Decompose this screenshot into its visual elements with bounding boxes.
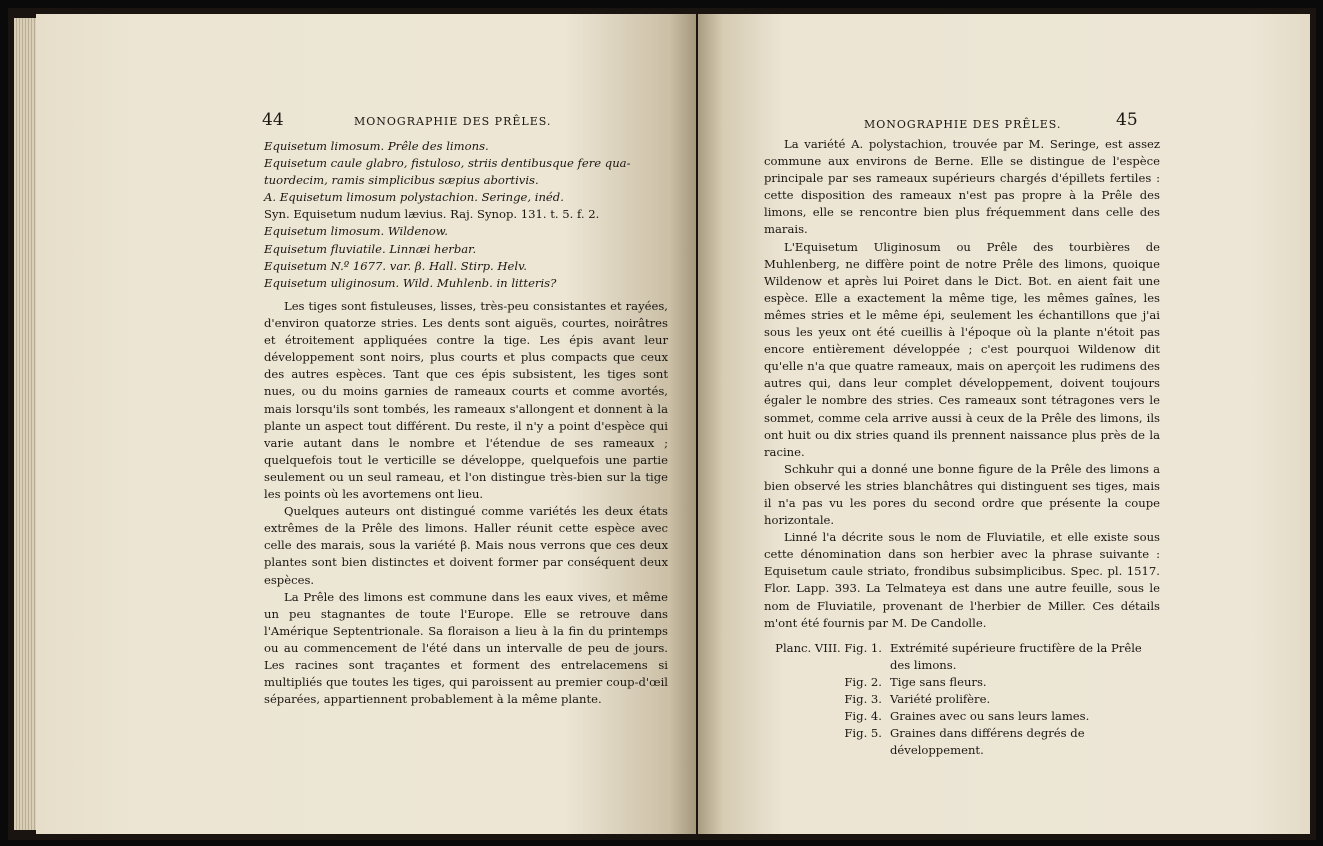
synonym-line: tuordecim, ramis simplicibus sæpius abortivis. [264,173,539,188]
plate-entry [764,708,1160,725]
synonymy-block [264,138,668,292]
plate-figure-caption: Graines dans différens degrés de développement. [890,726,1085,758]
plate-figure-label: Fig. 2. [844,674,882,689]
paragraph: Linné l'a décrite sous le nom de Fluviatile, et elle existe sous cette dénomination dans son herbier avec la phrase suivante : Equisetum caule striato, frondibus subsimplicibus. Spec. pl. 1517. Flor. Lapp. 393. La Telmateya est dans une autre feuille, sous le nom de Fluviatile, provenant de l'herbier de Miller. Ces détails m'ont été fournis par M. De Candolle. [764,530,1160,630]
open-book [8,8,1316,840]
plate-figure-caption: Extrémité supérieure fructifère de la Prêle des limons. [890,640,1142,672]
left-page-number: 44 [262,110,284,130]
plate-figure-caption: Tige sans fleurs. [890,674,987,689]
plate-figure-caption: Graines avec ou sans leurs lames. [890,709,1090,724]
plate-entry [764,725,1160,759]
synonym-line: Equisetum fluviatile. Linnæi herbar. [264,241,477,256]
paragraph: L'Equisetum Uliginosum ou Prêle des tourbières de Muhlenberg, ne diffère point de notre Prêle des limons, quoique Wildenow et après lui Poiret dans le Dict. Bot. en aient fait une espèce. Elle a exactement la même tige, les mêmes gaînes, les mêmes stries et le même épi, seulement les échantillons que j'ai sous les yeux ont été cueillis à l'époque où la plante n'étoit pas encore entièrement développée ; c'est pourquoi Wildenow dit qu'elle n'a que quatre rameaux, mais on aperçoit les rudimens des autres qui, dans leur complet développement, doivent toujours égaler le nombre des stries. Ces rameaux sont tétragones vers le sommet, comme cela arrive aussi à ceux de la Prêle des limons, ils ont huit ou dix stries quand ils prennent naissance plus près de la racine. [764,239,1160,459]
right-page-number: 45 [1116,110,1138,130]
plate-figure-caption: Variété prolifère. [890,692,991,706]
synonym-line: Equisetum N.º 1677. var. β. Hall. Stirp. Helv. [264,258,527,273]
synonym-line: Equisetum caule glabro, fistuloso, striis dentibusque fere qua- [264,156,631,171]
plate-figure-label: Planc. VIII. Fig. 1. [775,640,882,655]
left-page [36,14,696,834]
synonym-line: Equisetum uliginosum. Wild. Muhlenb. in litteris? [264,275,557,290]
right-page [698,14,1310,834]
right-body-text [764,136,1160,759]
paragraph: Les tiges sont fistuleuses, lisses, très-peu consistantes et rayées, d'environ quatorze stries. Les dents sont aiguës, courtes, noirâtres et étroitement appliquées contre la tige. Les épis avant leur développement sont noirs, plus courts et plus compacts que ceux des autres espèces. Tant que ces épis subsistent, les tiges sont nues, ou du moins garnies de rameaux courts et comme avortés, mais lorsqu'ils sont tombés, les rameaux s'allongent et donnent à la plante un aspect tout différent. Du reste, il n'y a point d'espèce qui varie autant dans le nombre et l'étendue de ses rameaux ; quelquefois tout le verticille se développe, quelquefois une partie seulement ou un seul rameau, et l'on distingue très-bien sur la tige les points où les avortemens ont lieu. [264,299,668,502]
paragraph: La variété A. polystachion, trouvée par M. Seringe, est assez commune aux environs de Berne. Elle se distingue de l'espèce principale par ses rameaux supérieurs chargés d'épillets fertiles : cette disposition des rameaux n'est pas propre à la Prêle des limons, elle se rencontre bien plus fréquemment dans celle des marais. [764,137,1160,237]
right-running-head: MONOGRAPHIE DES PRÊLES. [864,118,1062,131]
synonym-line: Equisetum limosum. Prêle des limons. [264,139,489,153]
synonym-line: Syn. Equisetum nudum lævius. Raj. Synop. 131. t. 5. f. 2. [264,207,600,222]
plate-entry [764,640,1160,674]
synonym-line: A. Equisetum limosum polystachion. Seringe, inéd. [264,190,564,205]
plate-figure-label: Fig. 3. [844,692,882,706]
synonym-line: Equisetum limosum. Wildenow. [264,224,448,239]
paragraph: Schkuhr qui a donné une bonne figure de la Prêle des limons a bien observé les stries blanchâtres qui distinguent ses tiges, mais il n'a pas vu les pores du second ordre que présente la coupe horizontale. [764,461,1160,528]
left-running-head: MONOGRAPHIE DES PRÊLES. [354,115,552,128]
plate-figure-label: Fig. 4. [844,709,882,724]
plate-figure-label: Fig. 5. [844,726,882,741]
paragraph: La Prêle des limons est commune dans les eaux vives, et même un peu stagnantes de toute l'Europe. Elle se retrouve dans l'Amérique Septentrionale. Sa floraison a lieu à la fin du printemps ou au commencement de l'été dans un intervalle de peu de jours. Les racines sont traçantes et forment des entrelacemens si multipliés que toutes les tiges, qui paroissent au premier coup-d'œil séparées, appartiennent probablement à la même plante. [264,589,668,707]
plate-entry [764,674,1160,691]
page-edges [14,18,38,830]
plate-legend [764,640,1160,760]
plate-entry [764,691,1160,708]
paragraph: Quelques auteurs ont distingué comme variétés les deux états extrêmes de la Prêle des limons. Haller réunit cette espèce avec celle des marais, sous la variété β. Mais nous verrons que ces deux plantes sont bien distinctes et doivent former par conséquent deux espèces. [264,504,668,587]
left-body-text [264,298,668,708]
